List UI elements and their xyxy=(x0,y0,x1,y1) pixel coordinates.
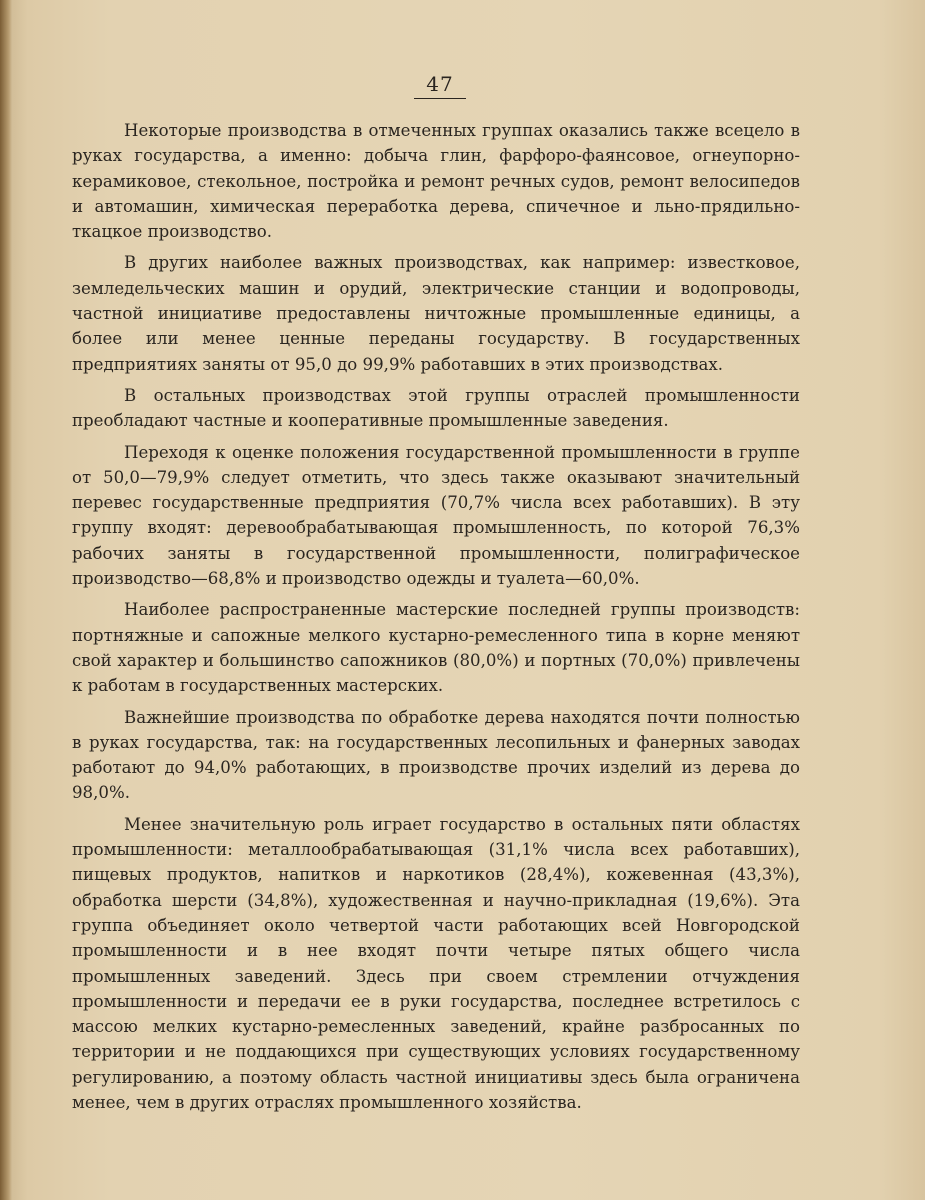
paragraph-6: Важнейшие производства по обработке дерева находятся почти полностью в руках государства, так: на государственных лесопильных и фанерных заводах работают до 94,0% работающих, в производстве прочих изделий из дерева до 98,0%. xyxy=(72,707,800,803)
text-body xyxy=(72,118,800,1121)
paragraph-4: Переходя к оценке положения государственной промышленности в группе от 50,0—79,9% следует отметить, что здесь также оказывают значительный перевес государственные предприятия (70,7% числа всех работавших). В эту группу входят: деревообрабатывающая промышленность, по которой 76,3% рабочих заняты в государственной промышленности, полиграфическое производство—68,8% и производство одежды и туалета—60,0%. xyxy=(72,442,800,589)
paragraph-7: Менее значительную роль играет государство в остальных пяти областях промышленности: металлообрабатывающая (31,1% числа всех работавших), пищевых продуктов, напитков и наркотиков (28,4%), кожевенная (43,3%), обработка шерсти (34,8%), художественная и научно-прикладная (19,6%). Эта группа объединяет около четвертой части работающих всей Новгородской промышленности и в нее входят почти четыре пятых общего числа промышленных заведений. Здесь при своем стремлении отчуждения промышленности и передачи ее в руки государства, последнее встретилось с массою мелких кустарно-ремесленных заведений, крайне разбросанных по территории и не поддающихся при существующих условиях государственному регулированию, а поэтому область частной инициативы здесь была ограничена менее, чем в других отраслях промышленного хозяйства. xyxy=(72,814,800,1112)
paragraph-2: В других наиболее важных производствах, как например: известковое, земледельческих машин и орудий, электрические станции и водопроводы, частной инициативе предоставлены ничтожные промышленные единицы, а более или менее ценные переданы государству. В государственных предприятиях заняты от 95,0 до 99,9% работавших в этих производствах. xyxy=(72,253,800,374)
paragraph-5: Наиболее распространенные мастерские последней группы производств: портняжные и сапожные мелкого кустарно-ремесленного типа в корне меняют свой характер и большинство сапожников (80,0%) и портных (70,0%) привлечены к работам в государственных мастерских. xyxy=(72,600,800,696)
paragraph-3: В остальных производствах этой группы отраслей промышленности преобладают частные и кооперативные промышленные заведения. xyxy=(72,385,800,431)
paragraph-1: Некоторые производства в отмеченных группах оказались также всецело в руках государства, а именно: добыча глин, фарфоро-фаянсовое, огнеупорно-керамиковое, стекольное, постройка и ремонт речных судов, ремонт велосипедов и автомашин, химическая переработка дерева, спичечное и льно-прядильно-ткацкое производство. xyxy=(72,121,800,242)
page-number: 47 xyxy=(414,72,466,99)
page-binding-edge xyxy=(0,0,12,1200)
